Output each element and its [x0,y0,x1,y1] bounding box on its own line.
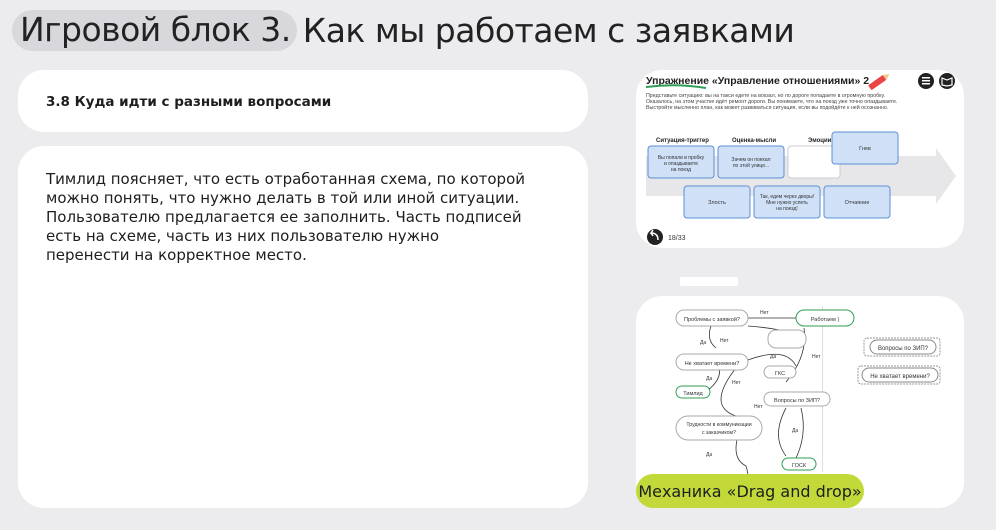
edge-label: Нет [720,338,729,344]
svg-text:Зачем он поехал: Зачем он поехал [731,157,771,163]
pencil-icon [868,72,891,91]
svg-text:на поезд: на поезд [670,167,692,173]
drag-item-no-time-label: Не хватает времени? [870,374,930,380]
flow-node-gks-label: ГКС [774,371,786,377]
svg-text:Мне нужно успеть: Мне нужно успеть [766,200,808,206]
flow-node-communication [676,416,762,440]
column-thoughts: Оценка-мысли [732,138,777,144]
flow-node-teamlead-label: Тимлид [683,391,703,397]
flow-drop-slot-1[interactable] [768,330,806,348]
column-emotions: Эмоции [808,138,832,144]
intro-line-1: Представьте ситуацию: вы на такси едете на вокзал, но по дороге попадаете в огромную пробку. [646,93,886,99]
flow-node-zip-label: Вопросы по ЗИП? [774,398,820,404]
back-arrow-icon[interactable] [647,229,663,245]
card-anger[interactable] [832,132,898,164]
exercise-title: Упражнение «Управление отношениями» 2 [646,75,870,87]
svg-text:и опаздываете: и опаздываете [663,161,699,167]
card-rage-label: Злость [708,200,726,206]
edge-label: Нет [754,404,763,410]
progress-counter: 18/33 [668,235,686,242]
edge-label: Да [706,376,713,382]
page-title [12,8,794,52]
card-despair[interactable] [824,186,890,218]
flow-node-working-label: Работаем ) [810,317,840,323]
section-title: 3.8 Куда идти с разными вопросами [46,94,332,110]
flow-node-working [796,310,854,326]
description-text: Тимлид поясняет, что есть отработанная схема, по которой можно понять, что нужно делать в той или иной ситуации. Пользователю предлагается ее заполнить. Часть подписей есть на схеме, часть из них пользователю нужно перенести на корректное место. [46,170,525,264]
svg-text:на поезд!: на поезд! [776,206,798,212]
block-label: Игровой блок 3. [12,10,297,51]
edge-label: Да [700,340,707,346]
svg-text:Вы попали в пробку: Вы попали в пробку [657,155,705,161]
svg-text:Так, едем через дворы!: Так, едем через дворы! [759,194,815,200]
edge-label: Да [770,354,777,360]
topic-label: Как мы работаем с заявками [302,10,795,50]
card-despair-label: Отчаяние [844,200,870,206]
book-icon[interactable] [939,73,955,89]
flow-node-teamlead [676,386,710,398]
edge-label: Да [706,452,713,458]
column-trigger: Ситуация-триггер [656,138,709,144]
flow-node-gosk [782,458,816,470]
flow-node-gks [764,366,796,378]
flow-node-problems-label: Проблемы с заявкой? [684,317,740,323]
intro-line-2: Оказалось, на этом участке идёт ремонт дороги. Вы понимаете, что на поезд уже точно опаздываете. [646,99,898,105]
svg-text:по этой улице...: по этой улице... [732,163,770,169]
menu-icon[interactable] [918,73,934,89]
flow-node-problems [676,310,748,326]
section-card [18,70,588,132]
svg-text:Трудности в коммуникации: Трудности в коммуникации [686,422,752,428]
flow-node-zip [764,392,830,406]
edge-label: Нет [812,354,821,360]
card-trigger[interactable] [648,146,714,178]
mechanic-label: Механика «Drag and drop» [636,474,864,508]
description-card [18,146,588,508]
card-action[interactable] [754,186,820,218]
svg-text:с заказчиком?: с заказчиком? [702,430,736,436]
card-anger-label: Гнев [859,146,871,152]
drag-item-zip-label: Вопросы по ЗИП? [877,346,929,352]
edge-label: Нет [760,310,769,316]
card-rage[interactable] [684,186,750,218]
separator-bar [680,277,738,286]
card-thought[interactable] [718,146,784,178]
flow-node-gosk-label: ГОСК [791,463,807,469]
exercise-screenshot [636,70,964,248]
edge-label: Да [792,428,799,434]
flow-node-no-time-label: Не хватает времени? [684,361,740,367]
drag-item-zip[interactable] [864,338,940,356]
flow-node-no-time [676,354,748,370]
drag-item-no-time[interactable] [858,366,940,384]
intro-line-3: Выстройте мысленно план, как может развиваться ситуация, если вы подойдёте к ней осознанно. [646,105,889,111]
edge-label: Нет [732,380,741,386]
